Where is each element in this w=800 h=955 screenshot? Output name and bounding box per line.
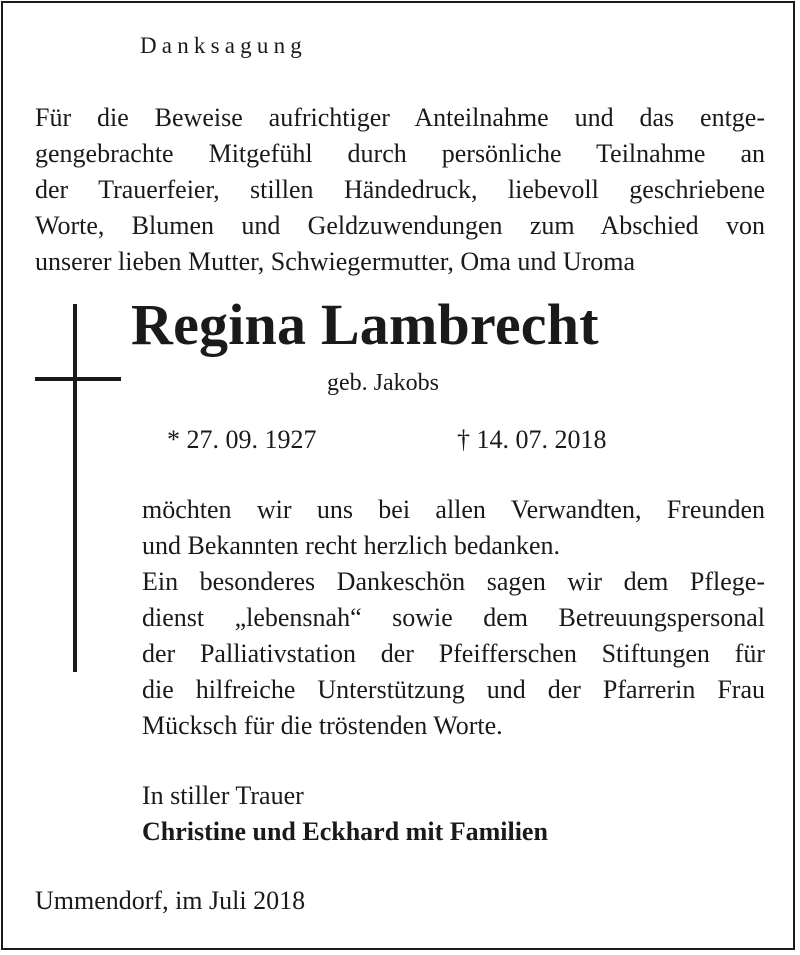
- intro-line-1: Für die Beweise aufrichtiger Anteilnahme und das entge-: [35, 103, 765, 132]
- body-line-3: Ein besonderes Dankeschön sagen wir dem Pflege-: [142, 567, 765, 596]
- body-line-6: die hilfreiche Unterstützung und der Pfarrerin Frau: [142, 675, 765, 704]
- cross-icon-horizontal-bar: [35, 377, 121, 381]
- maiden-name: geb. Jakobs: [327, 370, 439, 396]
- birth-date: * 27. 09. 1927: [167, 425, 317, 454]
- body-line-5: der Palliativstation der Pfeifferschen Stiftungen für: [142, 639, 765, 668]
- intro-line-2: gengebrachte Mitgefühl durch persönliche Teilnahme an: [35, 139, 765, 168]
- intro-line-5: unserer lieben Mutter, Schwiegermutter, Oma und Uroma: [35, 247, 636, 276]
- signature: Christine und Eckhard mit Familien: [142, 817, 548, 846]
- place-date: Ummendorf, im Juli 2018: [35, 886, 306, 915]
- body-line-7: Mücksch für die tröstenden Worte.: [142, 711, 503, 740]
- closing-phrase: In stiller Trauer: [142, 781, 304, 810]
- notice-heading: Danksagung: [140, 33, 307, 58]
- deceased-name: Regina Lambrecht: [131, 292, 599, 357]
- body-line-2: und Bekannten recht herzlich bedanken.: [142, 531, 560, 560]
- body-line-4: dienst „lebensnah“ sowie dem Betreuungspersonal: [142, 603, 765, 632]
- cross-icon-vertical-bar: [73, 304, 77, 672]
- death-date: † 14. 07. 2018: [457, 425, 607, 454]
- body-line-1: möchten wir uns bei allen Verwandten, Freunden: [142, 495, 765, 524]
- intro-line-4: Worte, Blumen und Geldzuwendungen zum Abschied von: [35, 211, 765, 240]
- intro-line-3: der Trauerfeier, stillen Händedruck, liebevoll geschriebene: [35, 175, 765, 204]
